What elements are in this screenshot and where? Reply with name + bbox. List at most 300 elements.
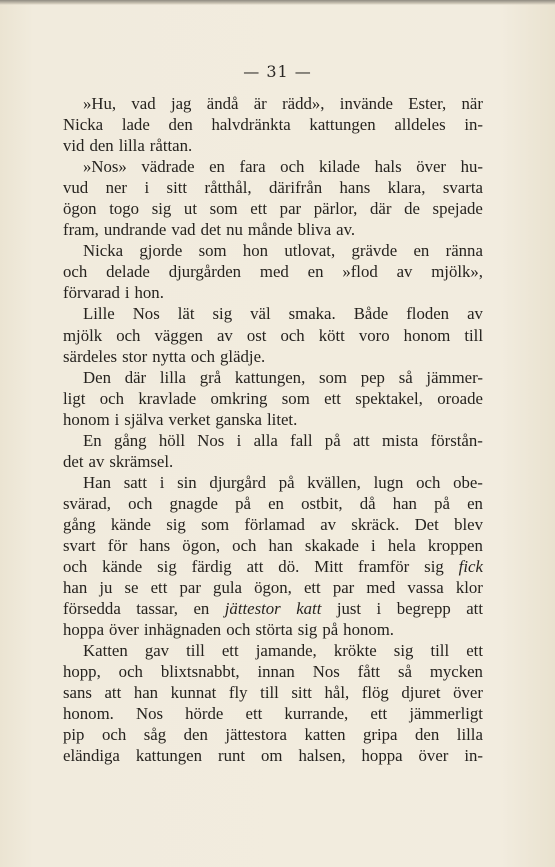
text-word: ett — [250, 199, 268, 219]
text-line — [63, 598, 483, 619]
text-word: lät — [177, 304, 195, 324]
text-line — [63, 261, 483, 282]
text-word: sig — [157, 557, 177, 577]
text-word: månde — [247, 220, 293, 240]
text-word: lilla — [159, 367, 186, 387]
text-line — [63, 325, 483, 346]
text-word: som — [209, 199, 238, 219]
text-word: och — [101, 725, 127, 745]
text-word: honom. — [63, 704, 114, 724]
text-word: den — [168, 115, 193, 135]
text-word: särdeles — [63, 346, 118, 366]
text-word: till — [464, 325, 483, 345]
text-word: där — [369, 199, 392, 219]
text-word: om — [261, 746, 283, 766]
text-line — [63, 240, 483, 261]
text-word: skakade — [304, 535, 359, 555]
text-word: av — [467, 304, 483, 324]
text-line — [63, 661, 483, 682]
text-word: jättestora — [225, 725, 287, 745]
text-word: mista — [382, 430, 419, 450]
page-number: — 31 — — [243, 62, 312, 81]
text-word: färdig — [191, 557, 232, 577]
text-word: och — [232, 535, 257, 555]
text-word: på — [324, 430, 341, 450]
text-word: över — [109, 620, 139, 640]
text-word: råtthål, — [204, 178, 252, 198]
text-word: krökte — [333, 641, 377, 661]
text-word: till — [430, 641, 450, 661]
text-word: verket — [168, 409, 211, 429]
text-word: katten — [304, 725, 346, 745]
text-word: invände — [339, 94, 393, 113]
text-word: gjorde — [139, 241, 183, 261]
text-word: mjölk», — [431, 262, 483, 282]
text-word: såg — [143, 725, 167, 745]
text-word: »Nos» — [83, 157, 127, 177]
text-word: fly — [228, 683, 248, 703]
text-word: hon — [242, 241, 269, 261]
text-word: vud — [63, 178, 89, 198]
text-word: störta — [255, 620, 293, 640]
text-word: smaka. — [288, 304, 336, 324]
text-line — [63, 556, 483, 577]
text-line — [63, 619, 483, 640]
text-word: djurgården — [168, 262, 242, 282]
text-word: till — [186, 641, 205, 661]
text-word: mjölk — [63, 325, 103, 345]
text-word: när — [461, 94, 483, 113]
text-word: runt — [218, 746, 246, 766]
text-word: bliva — [297, 220, 332, 240]
text-word: ett — [466, 641, 483, 661]
text-word: kände — [110, 514, 151, 534]
text-line — [63, 303, 483, 324]
text-word: han — [63, 578, 88, 598]
text-word: ögon — [63, 199, 97, 219]
text-word: obe- — [453, 472, 483, 492]
text-word: djurgård — [209, 472, 266, 492]
text-word: sans — [63, 683, 92, 703]
text-word: ost — [246, 325, 267, 345]
text-word: och — [63, 262, 88, 282]
text-word: Det — [414, 514, 439, 534]
text-word: och — [416, 472, 441, 492]
text-line — [63, 493, 483, 514]
text-word: till — [260, 683, 279, 703]
text-word: ner — [105, 178, 128, 198]
text-word: fram, — [63, 220, 99, 240]
text-word: vad — [171, 220, 196, 240]
text-word: lugn — [373, 472, 404, 492]
text-word: kattungen, — [234, 367, 306, 387]
text-word: och — [63, 557, 88, 577]
text-line — [63, 156, 483, 177]
text-word: i — [371, 535, 376, 555]
text-word: blixtsnabbt, — [160, 662, 240, 682]
text-word: se — [124, 578, 139, 598]
text-word: kött — [318, 325, 345, 345]
text-word: flög — [361, 683, 389, 703]
text-word: just — [336, 599, 362, 619]
text-word: ett — [303, 578, 321, 598]
text-word: vid — [63, 136, 85, 156]
text-word: hoppa — [361, 746, 403, 766]
text-word: den — [89, 136, 114, 156]
text-word: jämmerligt — [409, 704, 483, 724]
text-word: jämmer- — [426, 367, 483, 387]
text-word: En — [83, 430, 102, 450]
text-word: som — [198, 241, 227, 261]
text-word: alldeles — [394, 115, 446, 135]
text-word: begrepp — [396, 599, 451, 619]
body-text — [63, 93, 483, 767]
text-word: i — [114, 409, 120, 429]
text-word: över — [418, 746, 449, 766]
text-word: som — [281, 388, 310, 408]
text-word: och — [280, 157, 305, 177]
text-word: hål, — [324, 683, 350, 703]
text-word: fara — [239, 157, 266, 177]
text-word: ligt — [63, 388, 86, 408]
text-word: togo — [109, 199, 140, 219]
text-word: djuret — [401, 683, 441, 703]
text-word: sitt — [291, 683, 312, 703]
text-word: skräck. — [351, 514, 400, 534]
text-word: hela — [387, 535, 416, 555]
text-word: som — [201, 514, 230, 534]
text-line — [63, 282, 483, 303]
text-word: för — [107, 535, 128, 555]
text-word: han — [392, 493, 417, 513]
text-word: Han — [83, 472, 111, 492]
text-word: svart — [63, 535, 96, 555]
text-word: Ester, — [408, 94, 447, 113]
text-word: jättestor — [224, 599, 281, 619]
text-word: vad — [131, 94, 156, 113]
text-word: att — [466, 599, 483, 619]
text-line — [63, 724, 483, 745]
text-word: jamande, — [255, 641, 317, 661]
text-word: i — [236, 430, 242, 450]
text-word: kroppen — [427, 535, 483, 555]
text-word: på — [235, 493, 251, 513]
text-word: kattungen — [309, 115, 376, 135]
text-word: gång — [63, 514, 96, 534]
text-word: Den — [83, 367, 111, 387]
text-word: sitt — [166, 178, 188, 198]
text-word: jag — [170, 94, 192, 113]
text-word: lade — [121, 115, 150, 135]
text-line — [63, 367, 483, 388]
text-word: då — [359, 493, 376, 513]
text-word: försedda — [63, 599, 121, 619]
text-word: par — [279, 199, 302, 219]
text-word: oroade — [437, 388, 483, 408]
text-word: spektakel, — [355, 388, 423, 408]
text-word: och — [116, 325, 141, 345]
text-word: en — [209, 157, 225, 177]
text-word: kravlade — [138, 388, 197, 408]
text-word: är — [253, 94, 267, 113]
text-word: ögon, — [254, 578, 292, 598]
text-word: ett — [150, 578, 168, 598]
text-line — [63, 640, 483, 661]
text-word: svarta — [442, 178, 483, 198]
text-word: i — [144, 178, 150, 198]
text-word: gav — [144, 641, 170, 661]
text-line — [63, 535, 483, 556]
text-word: och — [226, 620, 251, 640]
text-word: råttan. — [149, 136, 193, 156]
text-word: pärlor, — [313, 199, 358, 219]
text-word: Lille — [83, 304, 115, 324]
text-word: och — [99, 388, 124, 408]
text-word: av — [216, 325, 233, 345]
text-word: sig — [151, 199, 172, 219]
text-word: pep — [360, 367, 385, 387]
text-word: gång — [113, 430, 147, 450]
text-word: i — [159, 472, 165, 492]
text-word: förvarad — [63, 283, 120, 303]
text-word: undrande — [103, 220, 167, 240]
text-line — [63, 388, 483, 409]
text-word: att — [352, 430, 370, 450]
text-word: grå — [199, 367, 222, 387]
text-word: hans — [339, 178, 371, 198]
text-word: lilla — [118, 136, 145, 156]
text-word: Mitt — [314, 557, 344, 577]
text-line — [63, 472, 483, 493]
text-word: sig — [297, 620, 318, 640]
text-word: blev — [454, 514, 483, 534]
text-word: pip — [63, 725, 85, 745]
text-word: nytta — [152, 346, 186, 366]
text-word: lilla — [456, 725, 483, 745]
text-word: in- — [464, 746, 483, 766]
text-word: kurrande, — [284, 704, 349, 724]
text-word: fall — [290, 430, 313, 450]
text-word: en — [413, 241, 430, 261]
text-word: klor — [455, 578, 483, 598]
text-line — [63, 514, 483, 535]
text-word: på — [278, 472, 295, 492]
text-word: Både — [353, 304, 389, 324]
text-word: eländiga — [63, 746, 120, 766]
text-word: svärad, — [63, 493, 111, 513]
text-word: sig — [166, 514, 186, 534]
text-word: ju — [99, 578, 113, 598]
text-word: höll — [158, 430, 185, 450]
text-word: katt — [296, 599, 322, 619]
text-word: den — [415, 725, 440, 745]
text-line — [63, 346, 483, 367]
text-word: med — [259, 262, 289, 282]
text-word: Nos — [197, 430, 225, 450]
text-word: ett — [370, 704, 388, 724]
text-word: grävde — [351, 241, 398, 261]
text-word: utlovat, — [284, 241, 336, 261]
text-word: vädrade — [141, 157, 195, 177]
text-word: av — [88, 451, 105, 471]
text-word: hörde — [185, 704, 224, 724]
text-word: fick — [458, 557, 483, 577]
text-line — [63, 177, 483, 198]
text-word: en — [268, 493, 284, 513]
text-word: ett — [245, 704, 263, 724]
text-word: med — [366, 578, 396, 598]
text-line — [63, 577, 483, 598]
text-word: hals — [374, 157, 402, 177]
text-word: innan — [257, 662, 295, 682]
text-line — [63, 703, 483, 724]
text-word: väl — [250, 304, 271, 324]
text-word: delade — [106, 262, 150, 282]
text-word: ostbit, — [301, 493, 343, 513]
text-word: spejade — [432, 199, 483, 219]
text-line — [63, 114, 483, 135]
text-word: så — [398, 367, 413, 387]
text-word: sin — [177, 472, 197, 492]
text-word: sig — [393, 641, 414, 661]
text-word: dö. — [278, 557, 300, 577]
text-word: kände — [102, 557, 143, 577]
text-word: där — [124, 367, 147, 387]
text-word: sig — [212, 304, 233, 324]
text-word: framför — [358, 557, 410, 577]
text-word: och — [128, 493, 153, 513]
text-word: inhägnaden — [143, 620, 222, 640]
text-word: sig — [424, 557, 444, 577]
text-word: »Hu, — [83, 94, 117, 113]
text-line — [63, 745, 483, 766]
text-word: själva — [124, 409, 164, 429]
text-word: ögon, — [182, 535, 221, 555]
text-word: ett — [221, 641, 239, 661]
text-word: nu — [226, 220, 243, 240]
text-word: litet. — [267, 409, 298, 429]
text-word: på — [434, 493, 450, 513]
text-word: ett — [324, 388, 341, 408]
text-word: kunnat — [170, 683, 217, 703]
text-word: en — [307, 262, 324, 282]
text-line — [63, 409, 483, 430]
text-word: in- — [464, 115, 483, 135]
text-word: gripa — [363, 725, 398, 745]
text-word: satt — [123, 472, 147, 492]
text-word: det — [200, 220, 222, 240]
text-word: voro — [358, 325, 390, 345]
text-word: och — [190, 346, 216, 366]
text-word: honom — [63, 409, 110, 429]
text-word: honom — [403, 325, 451, 345]
text-word: skrämsel. — [109, 451, 174, 471]
text-word: Nos — [135, 704, 163, 724]
text-word: vassa — [407, 578, 444, 598]
text-word: på — [322, 620, 339, 640]
text-line — [63, 451, 483, 472]
text-word: av — [320, 514, 337, 534]
page-top-edge — [0, 0, 555, 5]
text-word: Katten — [83, 641, 128, 661]
text-line — [63, 430, 483, 451]
text-word: gula — [213, 578, 242, 598]
text-word: av — [396, 262, 413, 282]
text-word: och — [280, 325, 305, 345]
text-word: i — [124, 283, 130, 303]
text-word: en — [467, 493, 483, 513]
text-word: Nos — [312, 662, 340, 682]
text-word: så — [397, 662, 412, 682]
text-word: mycken — [429, 662, 483, 682]
text-word: glädje. — [220, 346, 266, 366]
text-word: att — [246, 557, 264, 577]
text-word: halvdränkta — [211, 115, 291, 135]
text-word: Nicka — [83, 241, 124, 261]
text-line — [63, 93, 483, 114]
text-word: han — [133, 683, 159, 703]
text-line — [63, 682, 483, 703]
text-word: floden — [406, 304, 450, 324]
text-word: kvällen, — [307, 472, 361, 492]
text-word: par — [179, 578, 201, 598]
text-word: hu- — [460, 157, 483, 177]
text-word: förlamad — [244, 514, 305, 534]
text-line — [63, 135, 483, 156]
text-word: därifrån — [268, 178, 323, 198]
text-word: tassar, — [136, 599, 178, 619]
text-word: som — [319, 367, 347, 387]
text-word: hans — [139, 535, 171, 555]
text-word: honom. — [343, 620, 394, 640]
text-word: Nicka — [63, 115, 104, 135]
text-word: »flod — [342, 262, 378, 282]
text-word: i — [376, 599, 382, 619]
text-word: fått — [357, 662, 381, 682]
text-word: att — [104, 683, 122, 703]
text-word: klara, — [387, 178, 426, 198]
text-word: ändå — [206, 94, 239, 113]
text-word: ut — [183, 199, 197, 219]
text-word: kilade — [318, 157, 360, 177]
text-line — [63, 219, 483, 240]
text-word: par — [332, 578, 355, 598]
text-word: omkring — [210, 388, 268, 408]
text-word: han — [268, 535, 293, 555]
text-word: det — [63, 451, 84, 471]
text-word: ränna — [445, 241, 483, 261]
text-word: hopp, — [63, 662, 101, 682]
text-word: ganska — [215, 409, 262, 429]
text-word: Nos — [132, 304, 160, 324]
text-word: väggen — [154, 325, 203, 345]
text-word: och — [118, 662, 143, 682]
text-word: kattungen — [135, 746, 203, 766]
text-word: en — [193, 599, 210, 619]
text-word: över — [416, 157, 447, 177]
text-word: gnagde — [169, 493, 218, 513]
text-word: över — [453, 683, 483, 703]
text-word: hon. — [134, 283, 164, 303]
text-line — [63, 198, 483, 219]
text-word: stor — [122, 346, 148, 366]
text-word: de — [404, 199, 420, 219]
text-word: halsen, — [298, 746, 346, 766]
text-word: alla — [253, 430, 278, 450]
text-word: rädd», — [282, 94, 325, 113]
text-word: förstån- — [430, 430, 483, 450]
text-word: den — [183, 725, 208, 745]
